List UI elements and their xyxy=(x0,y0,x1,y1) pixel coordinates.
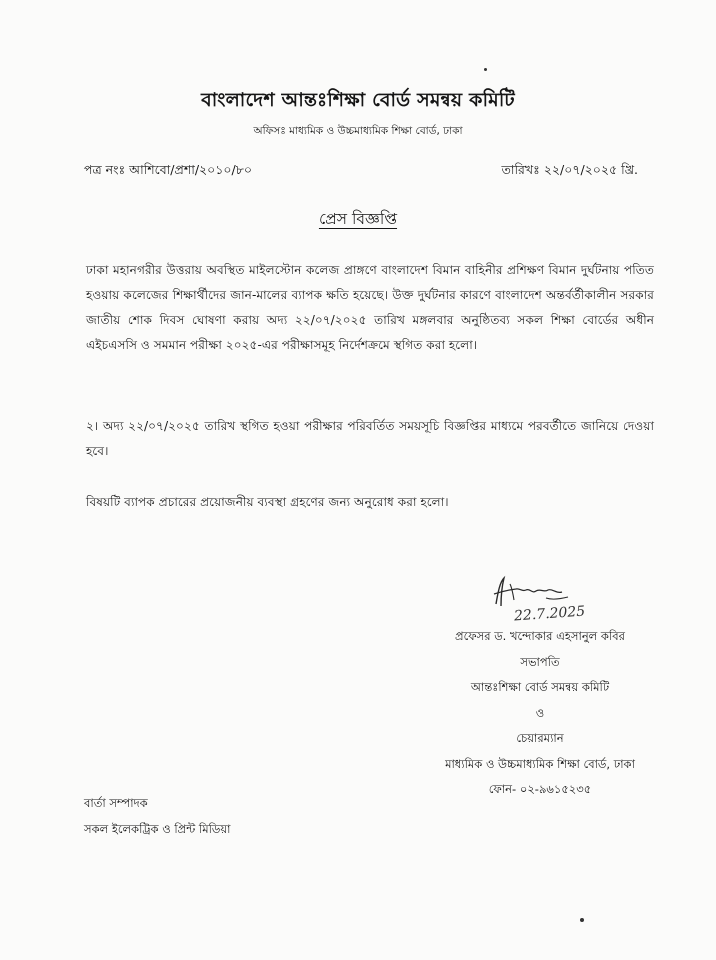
signatory-designation: সভাপতি xyxy=(520,654,560,669)
signatory-conjunction: ও xyxy=(535,705,545,720)
body-paragraph-3: বিষয়টি ব্যাপক প্রচারের প্রয়োজনীয় ব্যবস্থা গ্রহণের জন্য অনুরোধ করা হলো। xyxy=(86,495,449,509)
document-date: তারিখঃ ২২/০৭/২০২৫ খ্রি. xyxy=(501,162,638,177)
handwritten-date: 22.7.2025 xyxy=(513,603,586,625)
paper-speck xyxy=(580,918,584,922)
signatory-designation-2: চেয়ারম্যান xyxy=(516,731,564,745)
recipient-line-2: সকল ইলেকট্রিক ও প্রিন্ট মিডিয়া xyxy=(84,822,231,836)
signatory-board: মাধ্যমিক ও উচ্চমাধ্যমিক শিক্ষা বোর্ড, ঢাকা xyxy=(445,756,635,771)
signatory-phone: ফোন- ০২-৯৬১৫২৩৫ xyxy=(488,782,592,796)
recipient-line-1: বার্তা সম্পাদক xyxy=(84,796,148,810)
document-title: বাংলাদেশ আন্তঃশিক্ষা বোর্ড সমন্বয় কমিটি xyxy=(201,89,515,111)
press-release-heading: প্রেস বিজ্ঞপ্তি xyxy=(318,210,398,228)
office-address: অফিসঃ মাধ্যমিক ও উচ্চমাধ্যমিক শিক্ষা বোর্ড, ঢাকা xyxy=(253,125,463,137)
body-paragraph-2: ২। অদ্য ২২/০৭/২০২৫ তারিখ স্থগিত হওয়া পরীক্ষার পরিবর্তিত সময়সূচি বিজ্ঞপ্তির মাধ্যমে পরবর্তীতে জানিয়ে দেওয়া হবে। xyxy=(86,419,654,458)
reference-number: পত্র নংঃ আশিবো/প্রশা/২০১০/৮০ xyxy=(84,162,252,177)
signatory-name: প্রফেসর ড. খন্দোকার এহসানুল কবির xyxy=(455,629,625,643)
paper-speck xyxy=(484,68,487,71)
signature-block xyxy=(395,624,685,803)
signatory-committee: আন্তঃশিক্ষা বোর্ড সমন্বয় কমিটি xyxy=(470,680,610,694)
body-paragraph-1: ঢাকা মহানগরীর উত্তরায় অবস্থিত মাইলস্টোন কলেজ প্রাঙ্গণে বাংলাদেশ বিমান বাহিনীর প্রশিক্ষণ বিমান দুর্ঘটনায় পতিত হওয়ায় কলেজের শিক্ষার্থীদের জান-মালের ব্যাপক ক্ষতি হয়েছে। উক্ত দুর্ঘটনার কারণে বাংলাদেশ অন্তর্বর্তীকালীন সরকার জাতীয় শোক দিবস ঘোষণা করায় অদ্য ২২/০৭/২০২৫ তারিখ মঙ্গলবার অনুষ্ঠিতব্য সকল শিক্ষা বোর্ডের অধীন এইচএসসি ও সমমান পরীক্ষা ২০২৫-এর পরীক্ষাসমূহ নির্দেশক্রমে স্থগিত করা হলো। xyxy=(86,263,654,352)
